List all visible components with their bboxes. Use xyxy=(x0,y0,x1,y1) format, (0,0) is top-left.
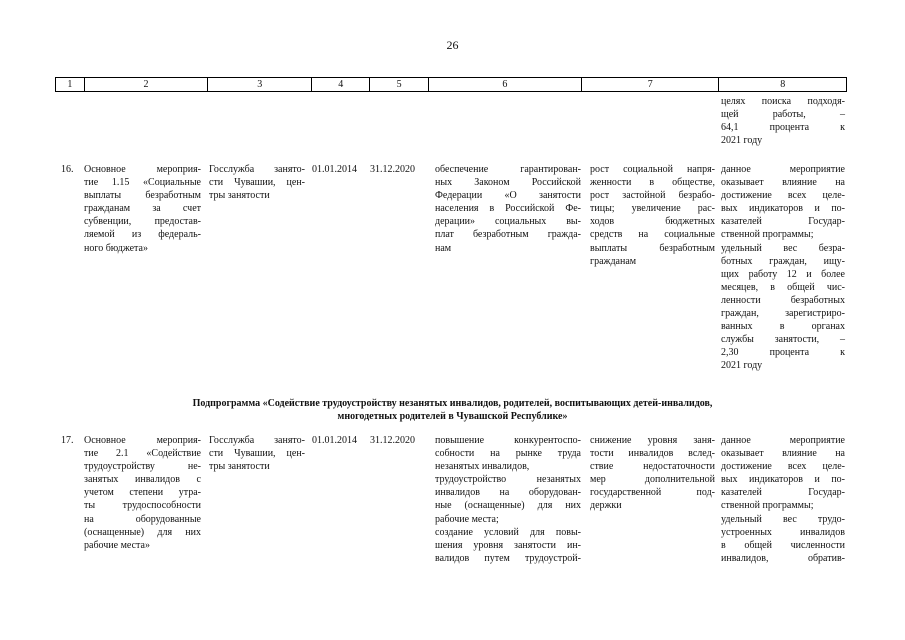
text-line: ходов бюджетных xyxy=(590,216,715,228)
text-line: (оснащенные) для них xyxy=(84,526,201,538)
text-line: службы занятости, – xyxy=(721,334,845,346)
text-line: незанятых инвалидов, xyxy=(435,461,530,473)
text-line: щей работы, – xyxy=(721,109,845,121)
text-line: дерации» социальных вы- xyxy=(435,216,581,228)
indicator-link xyxy=(721,434,845,565)
text-line: снижение уровня заня- xyxy=(590,435,715,446)
text-line: щих работу 12 и более xyxy=(721,268,845,280)
activity-name xyxy=(84,434,201,552)
text-line: тости инвалидов вслед- xyxy=(590,448,715,460)
text-line: данное мероприятие xyxy=(721,164,845,175)
text-line: гражданам xyxy=(590,255,637,267)
col-header-7: 7 xyxy=(582,78,719,92)
page-number: 26 xyxy=(446,38,459,52)
text-line: сти Чувашии, цен- xyxy=(209,177,305,189)
text-line: ного бюджета» xyxy=(84,242,148,254)
text-line: тие 1.15 «Социальные xyxy=(84,177,201,189)
text-line: ленности безработных xyxy=(721,294,845,306)
end-date: 31.12.2020 xyxy=(370,164,415,175)
col-header-4: 4 xyxy=(312,78,370,92)
text-line: сти Чувашии, цен- xyxy=(209,448,305,460)
text-line: данное мероприятие xyxy=(721,435,845,446)
text-line: тры занятости xyxy=(209,190,270,202)
text-line: плат безработным гражда- xyxy=(435,229,581,241)
col-header-3: 3 xyxy=(208,78,312,92)
text-line: ботных граждан, ищу- xyxy=(721,255,845,267)
start-date: 01.01.2014 xyxy=(312,435,357,446)
text-line: Подпрограмма «Содействие трудоустройству незанятых инвалидов, родителей, воспитывающих детей-инвалидов, xyxy=(192,398,713,409)
text-line: месяцев, в общей чис- xyxy=(721,281,845,293)
text-line: казателей Государ- xyxy=(721,216,845,228)
executor xyxy=(209,163,305,202)
text-line: удельный вес безра- xyxy=(721,242,845,254)
col-header-6: 6 xyxy=(428,78,581,92)
text-line: целях поиска подходя- xyxy=(721,96,845,107)
col-header-5: 5 xyxy=(370,78,428,92)
subprogram-title xyxy=(120,397,785,423)
text-line: выплаты безработным xyxy=(84,190,201,202)
consequences xyxy=(590,434,715,513)
indicator-link xyxy=(721,163,845,373)
text-line: нам xyxy=(435,242,452,254)
text-line: оказывает влияние на xyxy=(721,448,845,460)
text-line: 64,1 процента к xyxy=(721,122,845,134)
end-date: 31.12.2020 xyxy=(370,435,415,446)
text-line: вых индикаторов и по- xyxy=(721,203,845,215)
text-line: ственной программы; xyxy=(721,229,814,241)
text-line: в общей численности xyxy=(721,539,845,551)
text-line: рабочие места» xyxy=(84,539,150,551)
text-line: валидов путем трудоустрой- xyxy=(435,552,581,564)
executor xyxy=(209,434,305,473)
text-line: гражданам за счет xyxy=(84,203,201,215)
text-line: мер дополнительной xyxy=(590,474,715,486)
text-line: достижение всех целе- xyxy=(721,190,845,202)
text-line: женности в обществе, xyxy=(590,177,715,189)
text-line: ты трудоспособности xyxy=(84,500,201,512)
text-line: устроенных инвалидов xyxy=(721,526,845,538)
col-header-8: 8 xyxy=(719,78,847,92)
text-line: повышение конкурентоспо- xyxy=(435,435,581,446)
text-line: держки xyxy=(590,500,622,512)
text-line: тицы; увеличение рас- xyxy=(590,203,715,215)
text-line: ванных в органах xyxy=(721,321,845,333)
text-line: населения в Российской Фе- xyxy=(435,203,581,215)
text-line: 2021 году xyxy=(721,135,763,147)
text-line: вых индикаторов и по- xyxy=(721,474,845,486)
text-line: создание условий для повы- xyxy=(435,526,581,538)
text-line: обеспечение гарантирован- xyxy=(435,164,581,175)
text-line: ствие недостаточности xyxy=(590,461,715,473)
text-line: выплаты безработным xyxy=(590,242,715,254)
expected-result xyxy=(435,434,581,565)
text-line: ных Законом Российской xyxy=(435,177,581,189)
carryover-indicator-text xyxy=(721,95,845,147)
activity-name xyxy=(84,163,201,255)
text-line: ственной программы; xyxy=(721,500,814,512)
col-header-2: 2 xyxy=(84,78,208,92)
text-line: Госслужба занято- xyxy=(209,435,305,446)
start-date: 01.01.2014 xyxy=(312,164,357,175)
text-line: ные (оснащенные) для них xyxy=(435,500,581,512)
text-line: удельный вес трудо- xyxy=(721,513,845,525)
text-line: субвенции, предостав- xyxy=(84,216,201,228)
col-header-1: 1 xyxy=(56,78,85,92)
text-line: трудоустройство незанятых xyxy=(435,474,581,486)
text-line: тие 2.1 «Содействие xyxy=(84,448,201,460)
text-line: многодетных родителей в Чувашской Республике» xyxy=(337,411,568,422)
text-line: тры занятости xyxy=(209,461,270,473)
column-number-header xyxy=(55,77,847,92)
consequences xyxy=(590,163,715,268)
text-line: рост социальной напря- xyxy=(590,164,715,175)
text-line: 2021 году xyxy=(721,360,763,372)
text-line: учетом степени утра- xyxy=(84,487,201,499)
row-number: 16. xyxy=(61,164,74,175)
expected-result xyxy=(435,163,581,255)
text-line: средств на социальные xyxy=(590,229,715,241)
text-line: рабочие места; xyxy=(435,513,499,525)
text-line: инвалидов на оборудован- xyxy=(435,487,581,499)
text-line: достижение всех целе- xyxy=(721,461,845,473)
text-line: Госслужба занято- xyxy=(209,164,305,175)
text-line: оказывает влияние на xyxy=(721,177,845,189)
row-number: 17. xyxy=(61,435,74,446)
text-line: Основное мероприя- xyxy=(84,164,201,175)
text-line: ляемой из федераль- xyxy=(84,229,201,241)
text-line: Федерации «О занятости xyxy=(435,190,581,202)
text-line: шения уровня занятости ин- xyxy=(435,539,581,551)
text-line: граждан, зарегистриро- xyxy=(721,308,845,320)
text-line: трудоустройству не- xyxy=(84,461,201,473)
text-line: 2,30 процента к xyxy=(721,347,845,359)
text-line: инвалидов, обратив- xyxy=(721,552,845,564)
text-line: государственной под- xyxy=(590,487,715,499)
text-line: Основное мероприя- xyxy=(84,435,201,446)
text-line: собности на рынке труда xyxy=(435,448,581,460)
text-line: занятых инвалидов с xyxy=(84,474,201,486)
text-line: рост застойной безрабо- xyxy=(590,190,715,202)
text-line: на оборудованные xyxy=(84,513,201,525)
text-line: казателей Государ- xyxy=(721,487,845,499)
